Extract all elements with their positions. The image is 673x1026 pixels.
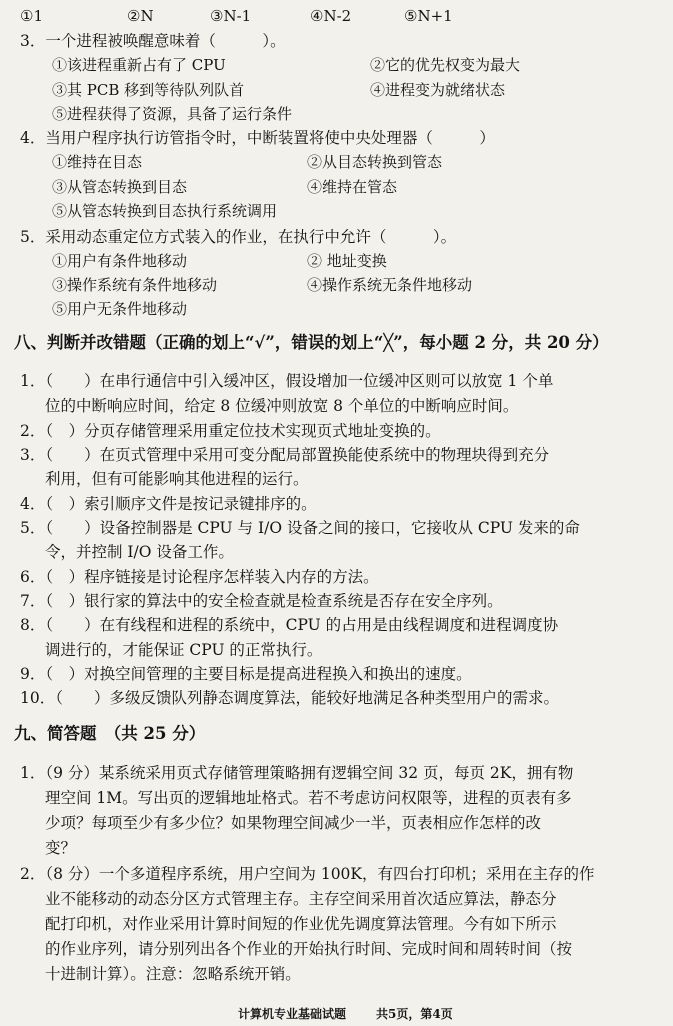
q5-option-2: ② 地址变换 bbox=[307, 252, 387, 270]
q5-option-3: ③操作系统有条件地移动 bbox=[52, 276, 218, 294]
q4-option-1: ①维持在目态 bbox=[52, 153, 143, 171]
top-option-5: ⑤N+1 bbox=[404, 7, 453, 25]
top-option-1: ①1 bbox=[20, 7, 43, 25]
q5-stem: 5．采用动态重定位方式装入的作业，在执行中允许（ ）。 bbox=[20, 228, 457, 246]
q4-option-4: ④维持在管态 bbox=[307, 178, 398, 196]
s8-line-11: 8．（ ）在有线程和进程的系统中，CPU 的占用是由线程调度和进程调度协 bbox=[20, 616, 559, 634]
s8-line-10: 7．（ ）银行家的算法中的安全检查就是检查系统是否存在安全序列。 bbox=[20, 592, 503, 610]
s8-line-4: 3．（ ）在页式管理中采用可变分配局部置换能使系统中的物理块得到充分 bbox=[20, 446, 550, 464]
s8-line-6: 4．（ ）索引顺序文件是按记录键排序的。 bbox=[20, 495, 317, 513]
q5-option-5: ⑤用户无条件地移动 bbox=[52, 300, 188, 318]
top-option-4: ④N-2 bbox=[310, 7, 352, 25]
top-option-3: ③N-1 bbox=[210, 7, 252, 25]
s8-line-7: 5．（ ）设备控制器是 CPU 与 I/O 设备之间的接口，它接收从 CPU 发来的命 bbox=[20, 519, 580, 537]
q3-option-3: ③其 PCB 移到等待队列队首 bbox=[52, 81, 245, 99]
s8-line-9: 6．（ ）程序链接是讨论程序怎样装入内存的方法。 bbox=[20, 568, 379, 586]
q3-stem: 3．一个进程被唤醒意味着（ ）。 bbox=[20, 32, 286, 50]
s9-line-3: 少项？每项至少有多少位？如果物理空间减少一半，页表相应作怎样的改 bbox=[45, 814, 542, 832]
s9-line-7: 配打印机，对作业采用计算时间短的作业优先调度算法管理。今有如下所示 bbox=[45, 915, 557, 933]
q4-stem: 4．当用户程序执行访管指令时，中断装置将使中央处理器（ ） bbox=[20, 129, 495, 147]
s9-line-8: 的作业序列，请分别列出各个作业的开始执行时间、完成时间和周转时间（按 bbox=[45, 940, 573, 958]
q3-option-2: ②它的优先权变为最大 bbox=[370, 56, 521, 74]
s9-line-5: 2．（8 分）一个多道程序系统，用户空间为 100K，有四台打印机；采用在主存的作 bbox=[20, 865, 595, 883]
s8-line-2: 位的中断响应时间，给定 8 位缓冲则放宽 8 个单位的中断响应时间。 bbox=[45, 397, 519, 415]
s8-line-12: 调进行的，才能保证 CPU 的正常执行。 bbox=[45, 641, 323, 659]
s8-line-14: 10．（ ）多级反馈队列静态调度算法，能较好地满足各种类型用户的需求。 bbox=[20, 689, 559, 707]
s9-line-1: 1．（9 分）某系统采用页式存储管理策略拥有逻辑空间 32 页，每页 2K，拥有物 bbox=[20, 764, 574, 782]
s8-line-13: 9．（ ）对换空间管理的主要目标是提高进程换入和换出的速度。 bbox=[20, 665, 472, 683]
q3-option-4: ④进程变为就绪状态 bbox=[370, 81, 506, 99]
s9-line-6: 业不能移动的动态分区方式管理主存。主存空间采用首次适应算法，静态分 bbox=[45, 890, 557, 908]
section8-title: 八、判断并改错题（正确的划上“√”，错误的划上“╳”，每小题 2 分，共 20 分） bbox=[14, 333, 609, 352]
q5-option-1: ①用户有条件地移动 bbox=[52, 252, 188, 270]
top-option-2: ②N bbox=[127, 7, 154, 25]
s9-line-2: 理空间 1M。写出页的逻辑地址格式。若不考虑访问权限等，进程的页表有多 bbox=[45, 789, 572, 807]
q4-option-3: ③从管态转换到目态 bbox=[52, 178, 188, 196]
s8-line-3: 2．（ ）分页存储管理采用重定位技术实现页式地址变换的。 bbox=[20, 422, 441, 440]
q3-option-5: ⑤进程获得了资源，具备了运行条件 bbox=[52, 105, 293, 123]
q4-option-5: ⑤从管态转换到目态执行系统调用 bbox=[52, 202, 278, 220]
s8-line-8: 令，并控制 I/O 设备工作。 bbox=[45, 543, 234, 561]
s8-line-5: 利用，但有可能影响其他进程的运行。 bbox=[45, 470, 309, 488]
footer-subject: 计算机专业基础试题 bbox=[238, 1007, 347, 1021]
section9-title: 九、简答题 （共 25 分） bbox=[14, 724, 206, 743]
q5-option-4: ④操作系统无条件地移动 bbox=[307, 276, 473, 294]
footer-page-count: 共5页，第4页 bbox=[376, 1007, 453, 1021]
s9-line-4: 变？ bbox=[45, 839, 77, 857]
s9-line-9: 十进制计算）。注意：忽略系统开销。 bbox=[45, 965, 301, 983]
q4-option-2: ②从目态转换到管态 bbox=[307, 153, 443, 171]
q3-option-1: ①该进程重新占有了 CPU bbox=[52, 56, 226, 74]
s8-line-1: 1．（ ）在串行通信中引入缓冲区，假设增加一位缓冲区则可以放宽 1 个单 bbox=[20, 372, 554, 390]
